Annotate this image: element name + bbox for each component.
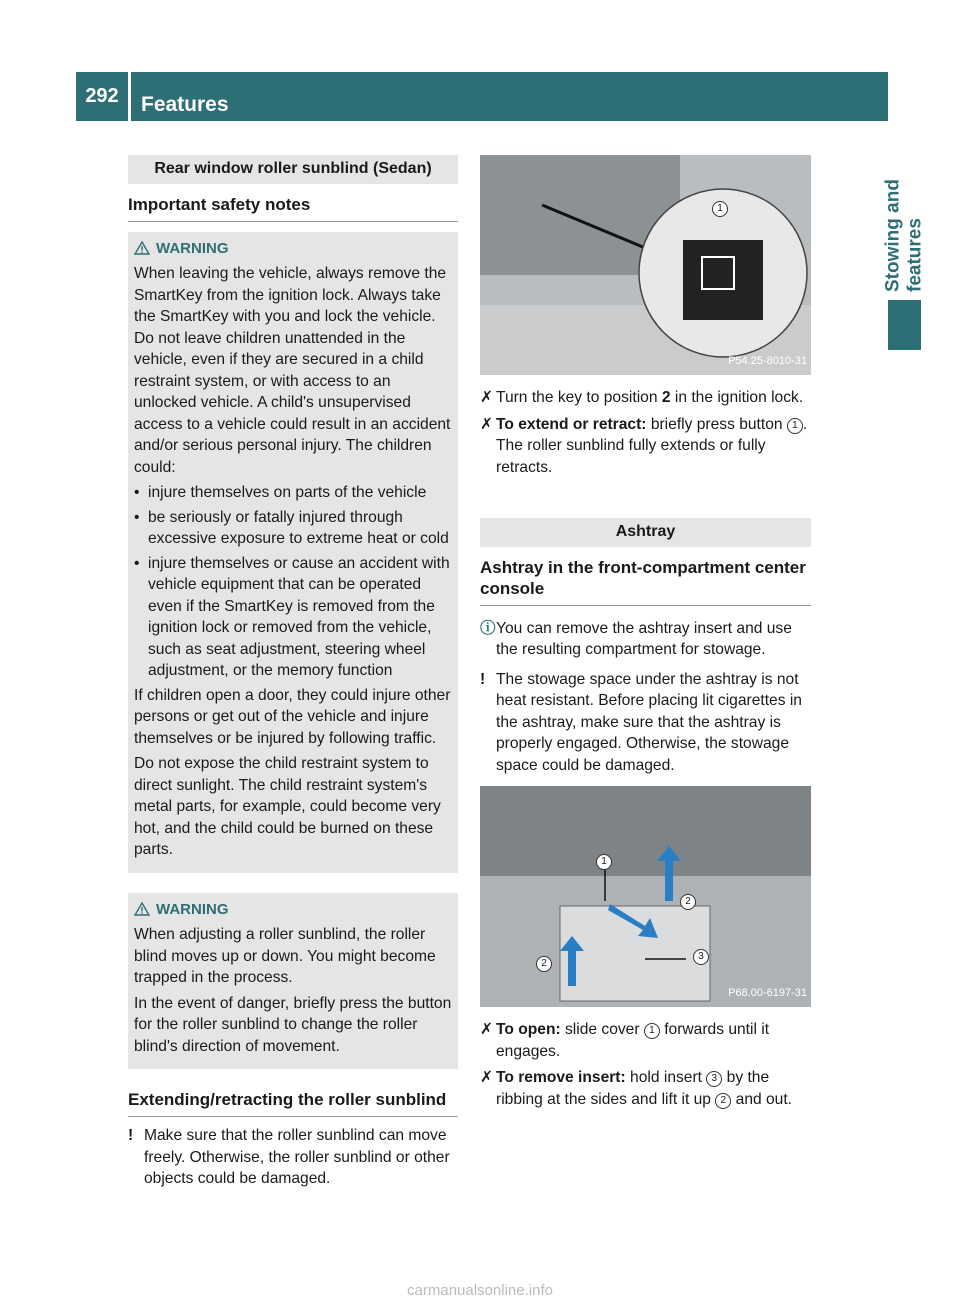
step-marker-icon: ✗ bbox=[480, 415, 494, 433]
warning-triangle-icon bbox=[134, 241, 150, 255]
watermark: carmanualsonline.info bbox=[407, 1282, 553, 1299]
left-column bbox=[128, 155, 458, 1198]
photo-illustration bbox=[480, 786, 811, 1007]
warning-title bbox=[134, 899, 452, 921]
chapter-tab-label: Stowing and features bbox=[882, 179, 926, 292]
chapter-tab-marker bbox=[888, 300, 921, 350]
warning-paragraph: When adjusting a roller sunblind, the roller blind moves up or down. You might become trapped in the process. bbox=[134, 926, 436, 986]
page-title: Features bbox=[141, 93, 229, 116]
step-text: To open: slide cover 1 forwards until it engages. bbox=[496, 1021, 770, 1060]
subheading: Important safety notes bbox=[128, 184, 458, 222]
info-note bbox=[480, 618, 811, 661]
list-item: • injure themselves on parts of the vehicle bbox=[134, 482, 452, 504]
callout-1: 1 bbox=[596, 854, 612, 870]
list-item: • be seriously or fatally injured through excessive exposure to extreme heat or cold bbox=[134, 507, 452, 550]
warning-box bbox=[128, 232, 458, 873]
sunblind-button-photo bbox=[480, 155, 811, 375]
instruction-step bbox=[480, 1067, 811, 1110]
info-icon: ⓘ bbox=[480, 619, 496, 637]
exclamation-icon: ! bbox=[480, 670, 486, 688]
warning-paragraph: When leaving the vehicle, always remove the SmartKey from the ignition lock. Always take the SmartKey with you and lock the vehicle. Do not leave children unattended in the vehicle, even if they are secured in a child restraint system, or with access to an unlocked vehicle. A child's unsupervised access to a vehicle could result in an accident and/or serious personal injury. The children could: bbox=[134, 265, 451, 476]
warning-paragraph: Do not expose the child restraint system to direct sunlight. The child restraint system's metal parts, for example, could become very hot, and the child could be burned on these parts. bbox=[134, 755, 441, 858]
callout-1: 1 bbox=[712, 201, 728, 217]
warning-box bbox=[128, 893, 458, 1070]
callout-2: 2 bbox=[536, 956, 552, 972]
instruction-step bbox=[480, 387, 811, 409]
warning-paragraph: In the event of danger, briefly press the button for the roller sunblind to change the roller blind's direction of movement. bbox=[134, 994, 452, 1055]
step-marker-icon: ✗ bbox=[480, 1021, 494, 1038]
photo-caption: P54.25-8010-31 bbox=[728, 354, 807, 367]
caution-note bbox=[480, 669, 811, 777]
step-text: To remove insert: hold insert 3 by the ribbing at the sides and lift it up 2 and out. bbox=[496, 1069, 793, 1108]
photo-caption: P68.00-6197-31 bbox=[728, 986, 807, 999]
page-number: 292 bbox=[85, 85, 119, 107]
list-item-text: be seriously or fatally injured through excessive exposure to extreme heat or cold bbox=[148, 508, 449, 547]
list-item: • injure themselves or cause an accident with vehicle equipment that can be operated even if the SmartKey is removed from the ignition lock or removed from the vehicle, such as seat adjustment, steering wheel adjustment, or the memory function bbox=[134, 553, 452, 682]
warning-paragraph: If children open a door, they could injure other persons or get out of the vehicle and injure themselves or be injured by following traffic. bbox=[134, 686, 451, 747]
warning-triangle-icon bbox=[134, 902, 150, 916]
ashtray-photo bbox=[480, 786, 811, 1007]
callout-3: 3 bbox=[693, 949, 709, 965]
instruction-step bbox=[480, 414, 811, 479]
subheading: Ashtray in the front-compartment center console bbox=[480, 547, 811, 606]
header-divider bbox=[128, 72, 131, 121]
step-text: Turn the key to position 2 in the ignition lock. bbox=[496, 389, 804, 406]
callout-2: 2 bbox=[680, 894, 696, 910]
step-marker-icon: ✗ bbox=[480, 1069, 494, 1086]
exclamation-icon: ! bbox=[128, 1127, 134, 1144]
warning-label: WARNING bbox=[156, 900, 229, 918]
warning-title bbox=[134, 238, 452, 260]
instruction-step bbox=[480, 1019, 811, 1062]
warning-label: WARNING bbox=[156, 239, 229, 257]
right-column bbox=[480, 155, 811, 1115]
caution-note bbox=[128, 1125, 458, 1190]
list-item-text: injure themselves on parts of the vehicle bbox=[148, 484, 427, 501]
section-title: Ashtray bbox=[480, 518, 811, 547]
subheading: Extending/retracting the roller sunblind bbox=[128, 1079, 458, 1117]
photo-illustration bbox=[480, 155, 811, 375]
step-marker-icon: ✗ bbox=[480, 389, 494, 406]
step-text: To extend or retract: briefly press button 1 . The roller sunblind fully extends or fully retracts. bbox=[496, 415, 808, 476]
caution-text: Make sure that the roller sunblind can move freely. Otherwise, the roller sunblind or other objects could be damaged. bbox=[144, 1127, 450, 1187]
section-title: Rear window roller sunblind (Sedan) bbox=[128, 155, 458, 184]
caution-text: The stowage space under the ashtray is not heat resistant. Before placing lit cigarettes in the ashtray, make sure that the ashtray is properly engaged. Otherwise, the stowage space could be damaged. bbox=[496, 670, 802, 774]
info-text: You can remove the ashtray insert and use the resulting compartment for stowage. bbox=[496, 619, 792, 658]
list-item-text: injure themselves or cause an accident with vehicle equipment that can be operated even if the SmartKey is removed from the ignition lock or removed from the vehicle, such as seat adjustment, steering wheel adjustment, or the memory function bbox=[148, 554, 450, 679]
